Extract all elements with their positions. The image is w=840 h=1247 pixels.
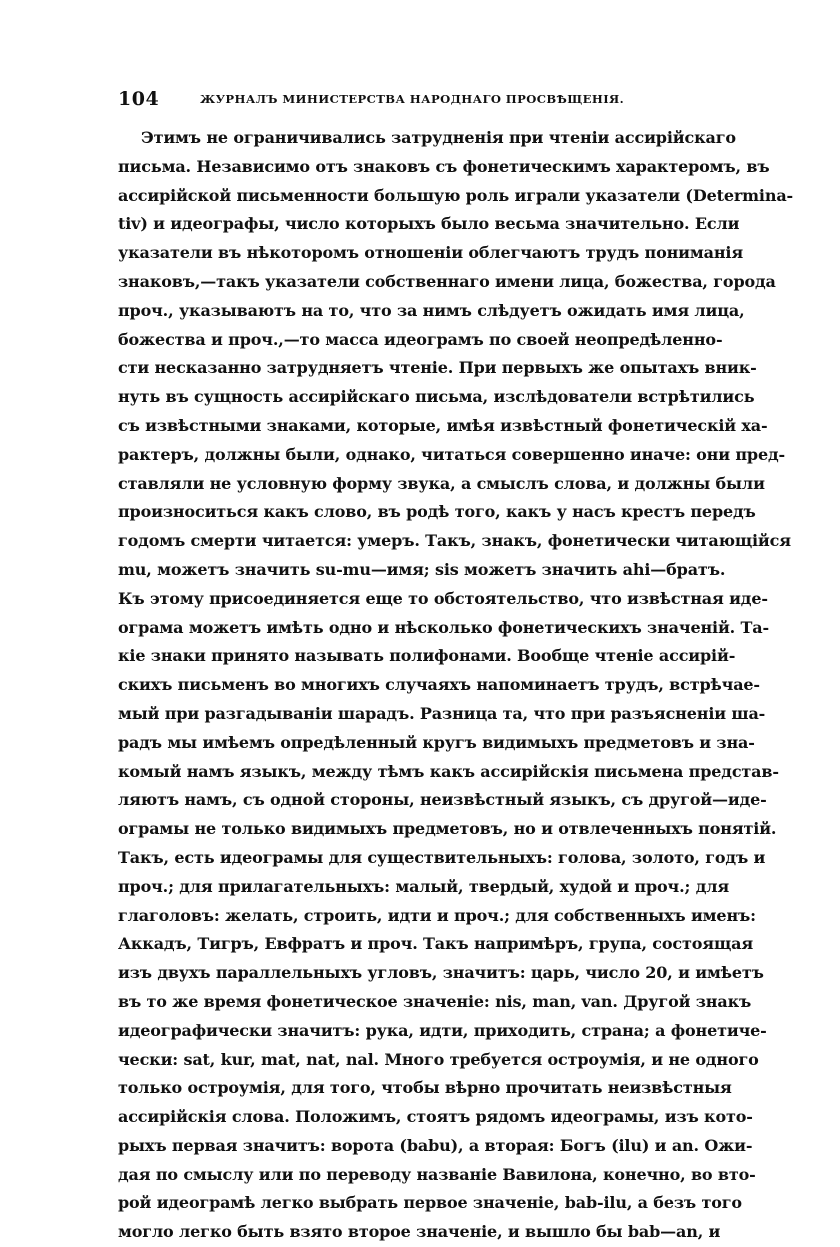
text-line: знаковъ,—такъ указатели собственнаго имени лица, божества, города bbox=[118, 271, 776, 291]
text-line: ляютъ намъ, съ одной стороны, неизвѣстный языкъ, съ другой—иде- bbox=[118, 790, 767, 810]
text-line: съ извѣстными знаками, которые, имѣя извѣстный фонетическій ха- bbox=[118, 415, 768, 435]
text-line: божества и проч.,—то масса идеограмъ по своей неопредѣленно- bbox=[118, 329, 723, 349]
text-line: изъ двухъ параллельныхъ угловъ, значитъ: царь, число 20, и имѣетъ bbox=[118, 963, 764, 983]
text-line: проч., указываютъ на то, что за нимъ слѣдуетъ ожидать имя лица, bbox=[118, 300, 745, 320]
text-line: мый при разгадываніи шарадъ. Разница та, что при разъясненіи ша- bbox=[118, 703, 766, 723]
text-line: письма. Независимо отъ знаковъ съ фонетическимъ характеромъ, въ bbox=[118, 156, 770, 176]
text-line: произноситься какъ слово, въ родѣ того, какъ у насъ крестъ передъ bbox=[118, 502, 756, 522]
text-line: рыхъ первая значитъ: ворота (babu), а вторая: Богъ (ilu) и an. Ожи- bbox=[118, 1135, 753, 1155]
text-line: нуть въ сущность ассирійскаго письма, изслѣдователи встрѣтились bbox=[118, 387, 755, 407]
text-line: ограмы не только видимыхъ предметовъ, но и отвлеченныхъ понятій. bbox=[118, 819, 777, 839]
text-line: ограма можетъ имѣть одно и нѣсколько фонетическихъ значеній. Та- bbox=[118, 617, 769, 637]
text-line: рактеръ, должны были, однако, читаться совершенно иначе: они пред- bbox=[118, 444, 785, 464]
text-line: ассирійской письменности большую роль играли указатели (Determina- bbox=[118, 185, 794, 205]
text-line: Этимъ не ограничивались затрудненія при чтеніи ассирійскаго bbox=[141, 128, 736, 147]
text-line: сти несказанно затрудняетъ чтеніе. При первыхъ же опытахъ вник- bbox=[118, 358, 757, 378]
text-line: tiv) и идеографы, число которыхъ было весьма значительно. Если bbox=[118, 214, 740, 234]
text-line: въ то же время фонетическое значеніе: nis, man, van. Другой знакъ bbox=[118, 991, 752, 1011]
text-line: mu, можетъ значить su-mu—имя; sis можетъ значить ahi—братъ. bbox=[118, 559, 726, 579]
text-line: рой идеограмѣ легко выбрать первое значеніе, bab-ilu, а безъ того bbox=[118, 1193, 742, 1213]
text-line: годомъ смерти читается: умеръ. Такъ, знакъ, фонетически читающійся bbox=[118, 531, 791, 551]
text-line: глаголовъ: желать, строить, идти и проч.; для собственныхъ именъ: bbox=[118, 905, 756, 925]
text-line: кіе знаки принято называть полифонами. Вообще чтеніе ассирій- bbox=[118, 646, 736, 666]
text-line: ставляли не условную форму звука, а смыслъ слова, и должны были bbox=[118, 473, 765, 493]
page-number: 104 bbox=[118, 88, 160, 110]
text-line: ассирійскія слова. Положимъ, стоятъ рядомъ идеограмы, изъ кото- bbox=[118, 1107, 753, 1127]
text-line: Аккадъ, Тигръ, Евфратъ и проч. Такъ напримѣръ, група, состоящая bbox=[118, 934, 754, 954]
text-line: дая по смыслу или по переводу названіе Вавилона, конечно, во вто- bbox=[118, 1164, 756, 1184]
text-line: Къ этому присоединяется еще то обстоятельство, что извѣстная иде- bbox=[118, 588, 768, 608]
text-line: только остроумія, для того, чтобы вѣрно прочитать неизвѣстныя bbox=[118, 1078, 732, 1098]
text-line: радъ мы имѣемъ опредѣленный кругъ видимыхъ предметовъ и зна- bbox=[118, 732, 755, 752]
text-line: комый намъ языкъ, между тѣмъ какъ ассирійскія письмена представ- bbox=[118, 761, 779, 781]
text-line: чески: sat, kur, mat, nat, nal. Много требуется остроумія, и не одного bbox=[118, 1049, 759, 1069]
text-line: проч.; для прилагательныхъ: малый, твердый, худой и проч.; для bbox=[118, 876, 730, 896]
body-text bbox=[118, 124, 794, 1247]
text-line: могло легко быть взято второе значеніе, и вышло бы bab—an, и bbox=[118, 1222, 721, 1242]
text-line: Такъ, есть идеограмы для существительныхъ: голова, золото, годъ и bbox=[118, 847, 766, 867]
text-line: указатели въ нѣкоторомъ отношеніи облегчаютъ трудъ пониманія bbox=[118, 243, 744, 263]
page-header bbox=[118, 88, 718, 114]
text-line: идеографически значитъ: рука, идти, приходить, страна; а фонетиче- bbox=[118, 1020, 767, 1040]
text-line: скихъ письменъ во многихъ случаяхъ напоминаетъ трудъ, встрѣчае- bbox=[118, 675, 760, 695]
running-head: ЖУРНАЛЪ МИНИСТЕРСТВА НАРОДНАГО ПРОСВѢЩЕНІЯ. bbox=[200, 92, 625, 106]
